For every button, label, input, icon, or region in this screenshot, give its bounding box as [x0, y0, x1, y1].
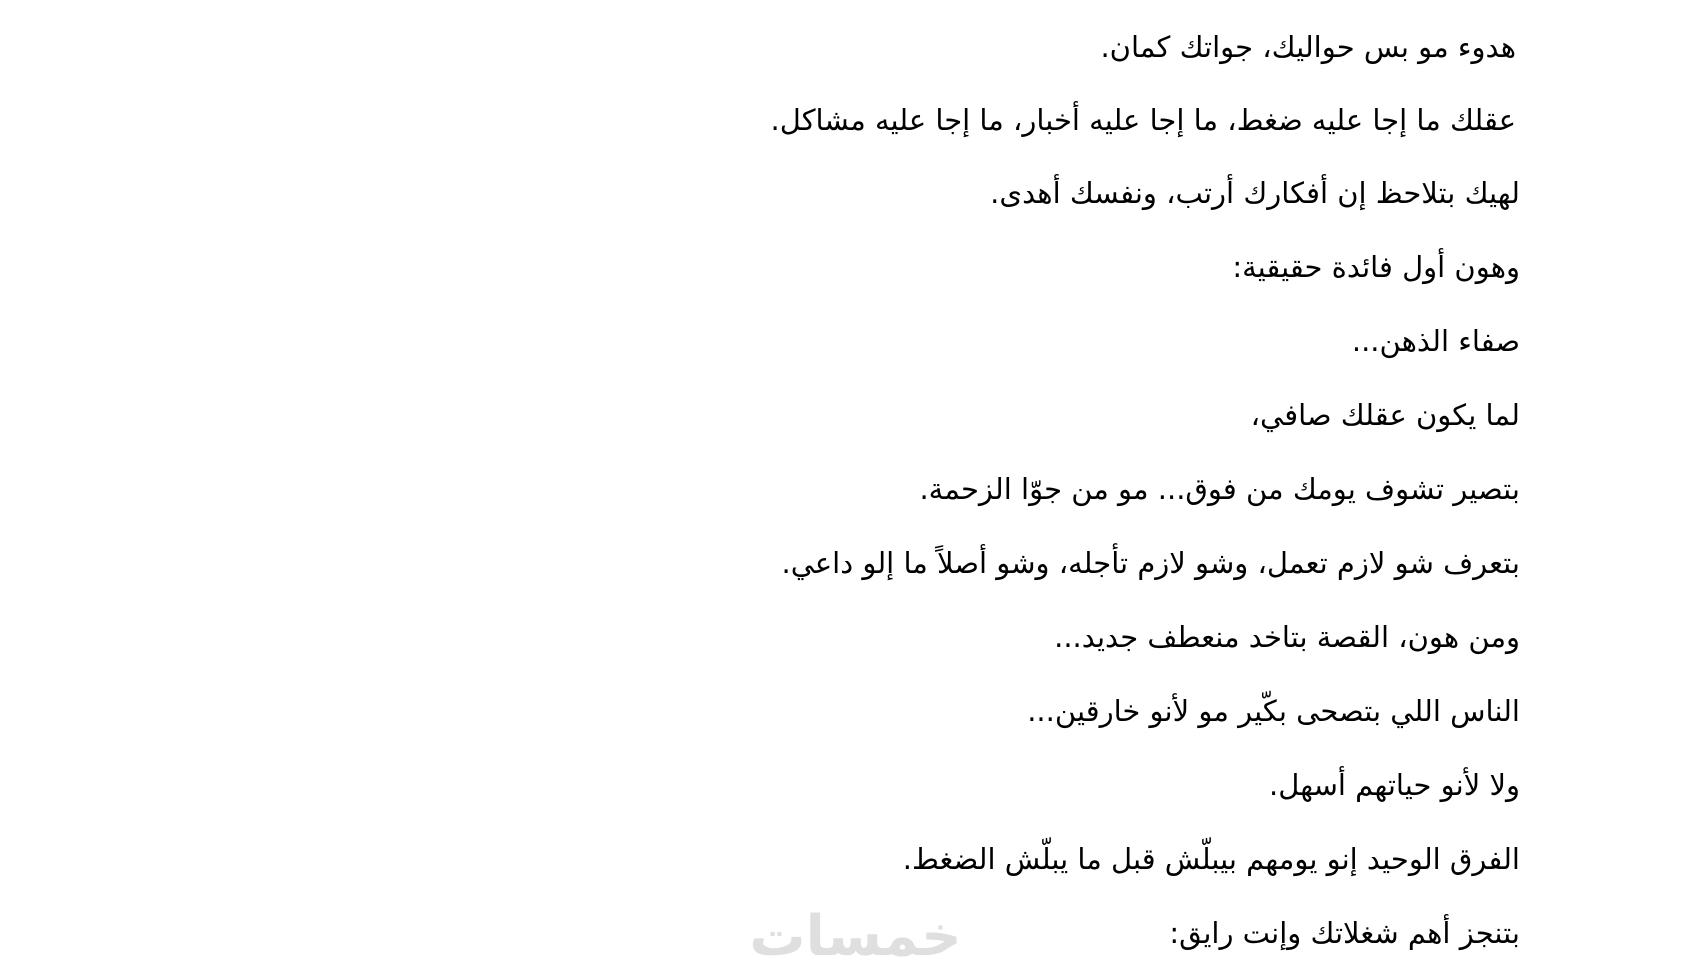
text-line: لهيك بتلاحظ إن أفكارك أرتب، ونفسك أهدى.: [990, 176, 1520, 210]
text-line: صفاء الذهن...: [1351, 324, 1520, 358]
text-line: الفرق الوحيد إنو يومهم بيبلّش قبل ما يبلّش الضغط.: [902, 842, 1520, 876]
text-line: بتعرف شو لازم تعمل، وشو لازم تأجله، وشو أصلاً ما إلو داعي.: [781, 546, 1520, 580]
text-line: هدوء مو بس حواليك، جواتك كمان.: [1100, 30, 1516, 64]
text-line: وهون أول فائدة حقيقية:: [1232, 250, 1520, 284]
text-line: ومن هون، القصة بتاخد منعطف جديد...: [1054, 620, 1520, 654]
text-line: الناس اللي بتصحى بكّير مو لأنو خارقين...: [1027, 694, 1520, 728]
text-line: بتنجز أهم شغلاتك وإنت رايق:: [1169, 916, 1520, 950]
text-line: ولا لأنو حياتهم أسهل.: [1269, 768, 1520, 802]
text-line: عقلك ما إجا عليه ضغط، ما إجا عليه أخبار، ما إجا عليه مشاكل.: [770, 103, 1516, 137]
text-line: لما يكون عقلك صافي،: [1250, 398, 1520, 432]
watermark-logo: خمسات: [749, 904, 962, 969]
text-line: بتصير تشوف يومك من فوق... مو من جوّا الزحمة.: [919, 472, 1520, 506]
